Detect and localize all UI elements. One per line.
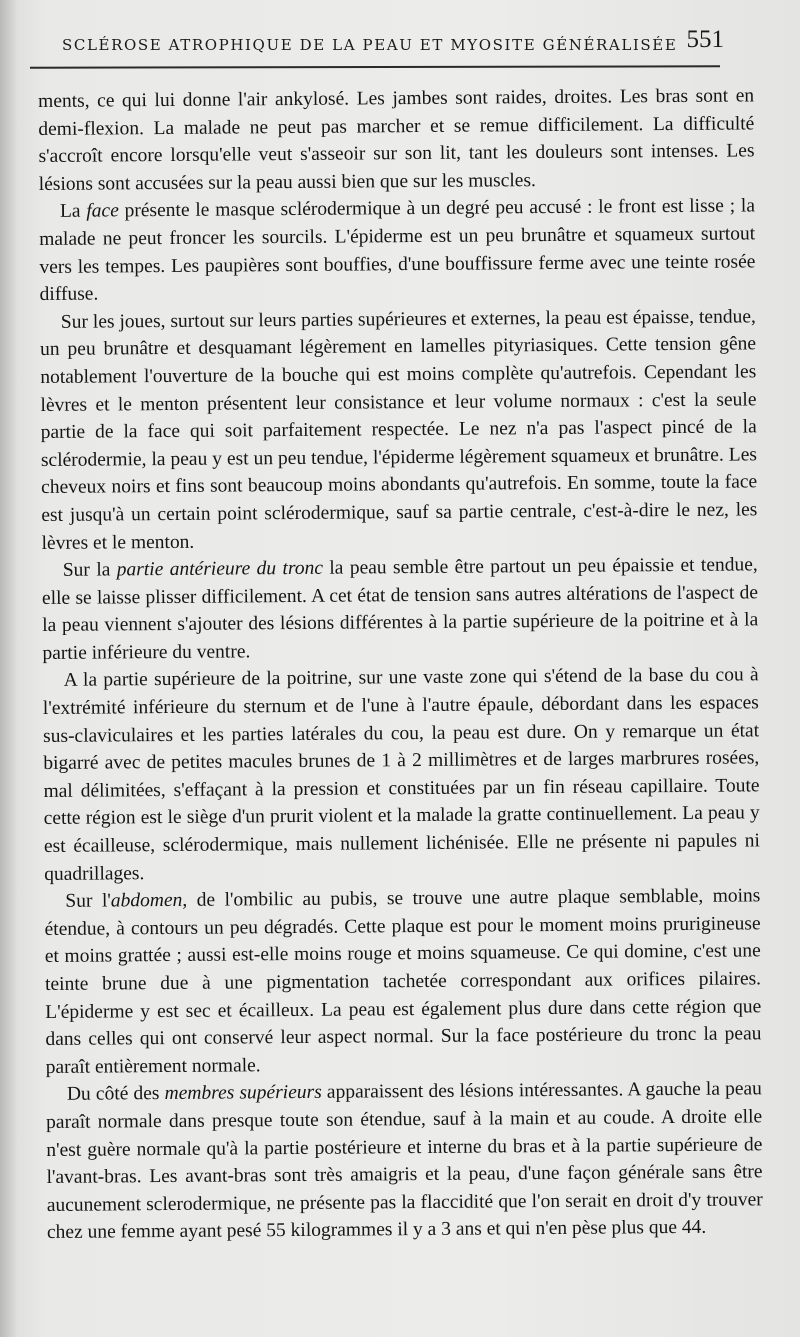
paragraph-text: ments, ce qui lui donne l'air ankylosé. Les jambes sont raides, droites. Les bras sont en demi-flexion. La malade ne peut pas marcher et se remue difficilement. La difficulté s'accroît encore lorsqu'elle veut s'asseoir sur son lit, tant les douleurs sont intenses. Les lésions sont accusées sur la peau aussi bien que sur les muscles. (38, 85, 755, 195)
paragraph-text: Sur l' (65, 890, 111, 913)
running-head (62, 22, 732, 68)
paragraph (46, 1076, 763, 1247)
paragraph (42, 551, 759, 667)
paragraph (40, 303, 758, 557)
paragraph (39, 193, 756, 309)
paragraph-text: La (59, 200, 87, 223)
paragraph (43, 662, 761, 888)
body-text (38, 82, 763, 1247)
paragraph-text: , de l'ombilic au pubis, se trouve une autre plaque semblable, moins étendue, à contours un peu dégradés. Cette plaque est pour le moment moins prurigineuse et moins grattée ; aussi est-elle moins rouge et moins squameuse. Ce qui domine, c'est une teinte brune due à une pigmentation tachetée correspondant aux orifices pilaires. L'épiderme y est sec et écailleux. La peau est également plus dure dans cette région que dans celles qui ont conservé leur aspect normal. Sur la face postérieure du tronc la peau paraît entièrement normale. (44, 885, 762, 1078)
paragraph-text: Sur les joues, surtout sur leurs parties supérieures et externes, la peau est épaisse, tendue, un peu brunâtre et desquamant légèrement en lamelles pityriasiques. Cette tension gêne notablement l'ouverture de la bouche qui est moins complète qu'autrefois. Cependant les lèvres et le menton présentent leur consistance et leur volume normaux : c'est la seule partie de la face qui soit parfaitement respectée. Le nez n'a pas l'aspect pincé de la sclérodermie, la peau y est un peu tendue, l'épiderme légèrement squameux et brunâtre. Les cheveux noirs et fins sont beaucoup moins abondants qu'autrefois. En somme, toute la face est jusqu'à un certain point sclérodermique, sauf sa partie centrale, c'est-à-dire le nez, les lèvres et le menton. (39, 306, 758, 554)
page-edge-shadow (0, 0, 18, 1337)
paragraph-text: A la partie supérieure de la poitrine, sur une vaste zone qui s'étend de la base du cou à l'extrémité inférieure du sternum et de l'une à l'autre épaule, débordant dans les espaces sus-claviculaires et les parties latérales du cou, la peau est dure. On y remarque un état bigarré avec de petites macules brunes de 1 à 2 millimètres et de larges marbrures rosées, mal délimitées, s'effaçant à la pression et constituées par un fin réseau capillaire. Toute cette région est le siège d'un prurit violent et la malade la gratte continuellement. La peau y est écailleuse, sclérodermique, mais nullement lichénisée. Elle ne présente ni papules ni quadrillages. (42, 664, 761, 885)
paragraph (38, 82, 755, 198)
page-number: 551 (686, 26, 724, 53)
italic-heading-text: membres supérieurs (164, 1082, 322, 1105)
paragraph-text: apparaissent des lésions intéressantes. A gauche la peau paraît normale dans presque toute son étendue, sauf à la main et au coude. A droite elle n'est guère normale qu'à la partie postérieure et interne du bras et à la partie supérieure de l'avant-bras. Les avant-bras sont très amaigris et la peau, d'une façon générale sans être aucunement sclerodermique, ne présente pas la flaccidité que l'on serait en droit d'y trouver chez une femme ayant pesé 55 kilogrammes il y a 3 ans et qui n'en pèse plus que 44. (46, 1078, 763, 1244)
paragraph-text: Du côté des (66, 1083, 165, 1106)
italic-heading-text: face (86, 200, 119, 222)
italic-heading-text: partie antérieure du tronc (116, 557, 324, 581)
header-rule (30, 65, 720, 68)
paragraph-text: la peau semble être partout un peu épaissie et tendue, elle se laisse plisser difficilement. A cet état de tension sans autres altérations de l'aspect de la peau viennent s'ajouter des lésions différentes à la partie supérieure de la poitrine et à la partie inférieure du ventre. (41, 554, 759, 664)
paragraph (44, 883, 761, 1082)
paragraph-text: présente le masque sclérodermique à un degré peu accusé : le front est lisse ; la malade ne peut froncer les sourcils. L'épiderme est un peu brunâtre et squameux surtout vers les tempes. Les paupières sont bouffies, d'une bouffissure ferme avec une teinte rosée diffuse. (39, 195, 756, 306)
paragraph-text: Sur la (62, 559, 117, 581)
running-title: SCLÉROSE ATROPHIQUE DE LA PEAU ET MYOSITE GÉNÉRALISÉE (62, 36, 678, 54)
italic-heading-text: abdomen (110, 890, 183, 912)
